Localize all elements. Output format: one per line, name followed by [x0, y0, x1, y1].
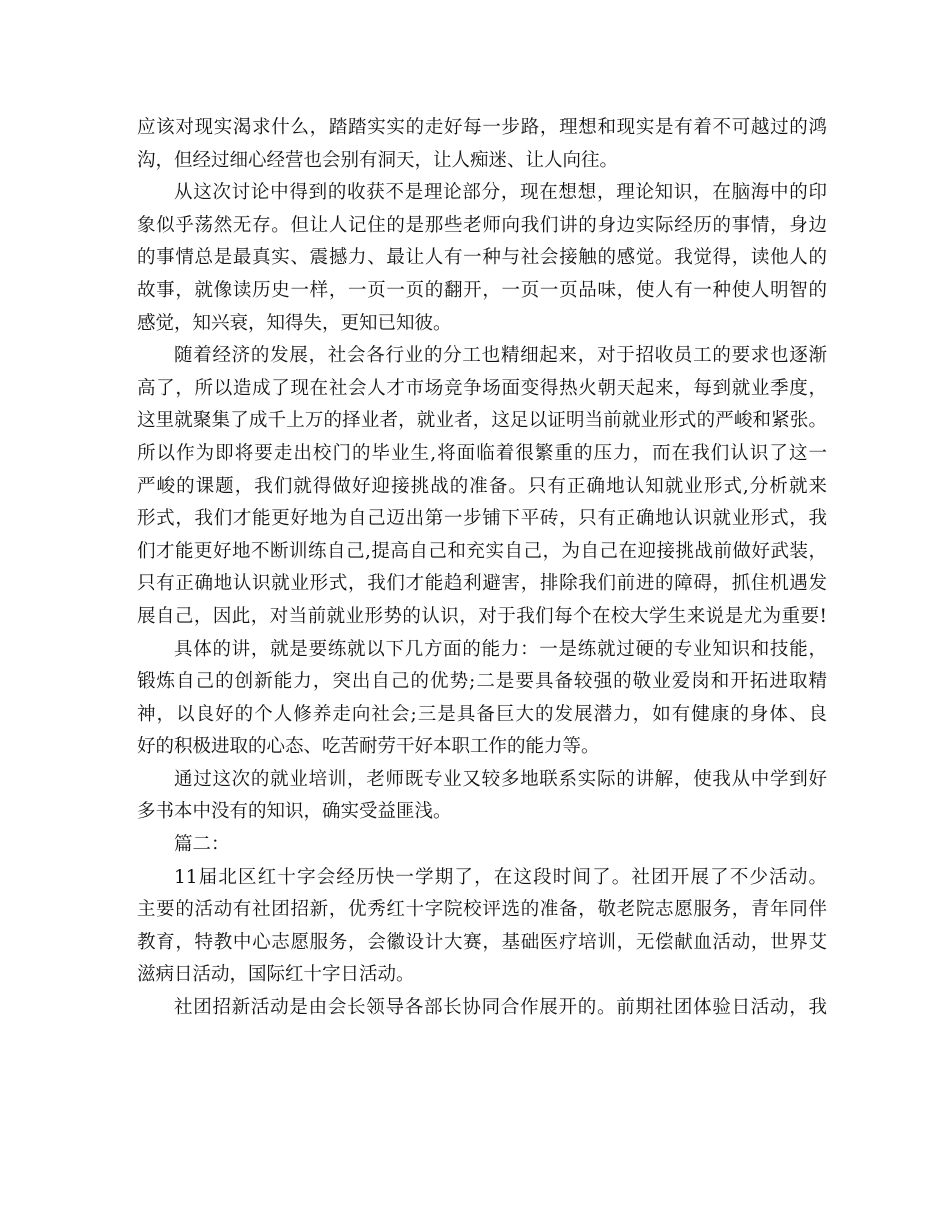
paragraph-line: 高了，所以造成了现在社会人才市场竞争场面变得热火朝天起来，每到就业季度，: [137, 377, 827, 399]
paragraph-line: 感觉，知兴衰，知得失，更知已知彼。: [137, 312, 452, 334]
paragraph-line: 从这次讨论中得到的收获不是理论部分，现在想想，理论知识，在脑海中的印: [174, 182, 827, 204]
paragraph-line: 故事，就像读历史一样，一页一页的翻开，一页一页品味，使人有一种使人明智的: [137, 279, 827, 301]
document-body: [137, 112, 827, 1025]
paragraph-line: 这里就聚集了成千上万的择业者，就业者，这足以证明当前就业形式的严峻和紧张。: [137, 410, 827, 432]
paragraph-line: 通过这次的就业培训，老师既专业又较多地联系实际的讲解，使我从中学到好: [174, 768, 827, 790]
paragraph-line: 只有正确地认识就业形式，我们才能趋利避害，排除我们前进的障碍，抓住机遇发: [137, 573, 827, 595]
paragraph-line: 社团招新活动是由会长领导各部长协同合作展开的。前期社团体验日活动，我: [174, 997, 827, 1019]
paragraph-line: 神，以良好的个人修养走向社会;三是具备巨大的发展潜力，如有健康的身体、良: [137, 703, 827, 725]
paragraph-line: 具体的讲，就是要练就以下几方面的能力：一是练就过硬的专业知识和技能，: [174, 638, 827, 660]
paragraph-line: 应该对现实渴求什么，踏踏实实的走好每一步路，理想和现实是有着不可越过的鸿: [137, 117, 827, 138]
paragraph-line: 锻炼自己的创新能力，突出自己的优势;二是要具备较强的敬业爱岗和开拓进取精: [137, 671, 827, 693]
paragraph-line: 展自己，因此，对当前就业形势的认识，对于我们每个在校大学生来说是尤为重要!: [137, 605, 827, 627]
paragraph-line: 所以作为即将要走出校门的毕业生,将面临着很繁重的压力，而在我们认识了这一: [137, 442, 827, 464]
paragraph-line: 好的积极进取的心态、吃苦耐劳干好本职工作的能力等。: [137, 736, 600, 758]
paragraph-line: 们才能更好地不断训练自己,提高自己和充实自己，为自己在迎接挑战前做好武装，: [137, 540, 827, 562]
paragraph-line: 的事情总是最真实、震撼力、最让人有一种与社会接触的感觉。我觉得，读他人的: [137, 247, 827, 269]
paragraph-line: 象似乎荡然无存。但让人记住的是那些老师向我们讲的身边实际经历的事情，身边: [137, 214, 827, 236]
section-heading: 篇二：: [174, 834, 230, 856]
paragraph-line: 严峻的课题，我们就得做好迎接挑战的准备。只有正确地认知就业形式,分析就来: [137, 475, 827, 497]
paragraph-line: 教育，特教中心志愿服务，会徽设计大赛，基础医疗培训，无偿献血活动，世界艾: [137, 931, 827, 953]
paragraph-line: 11届北区红十字会经历快一学期了，在这段时间了。社团开展了不少活动。: [174, 866, 827, 888]
paragraph-line: 主要的活动有社团招新，优秀红十字院校评选的准备，敬老院志愿服务，青年同伴: [137, 899, 827, 921]
paragraph-line: 多书本中没有的知识，确实受益匪浅。: [137, 801, 452, 823]
paragraph-line: 滋病日活动，国际红十字日活动。: [137, 964, 415, 986]
paragraph-line: 随着经济的发展，社会各行业的分工也精细起来，对于招收员工的要求也逐渐: [174, 345, 827, 367]
paragraph-line: 沟，但经过细心经营也会别有洞天，让人痴迷、让人向往。: [137, 149, 619, 171]
paragraph-line: 形式，我们才能更好地为自己迈出第一步铺下平砖，只有正确地认识就业形式，我: [137, 508, 827, 530]
